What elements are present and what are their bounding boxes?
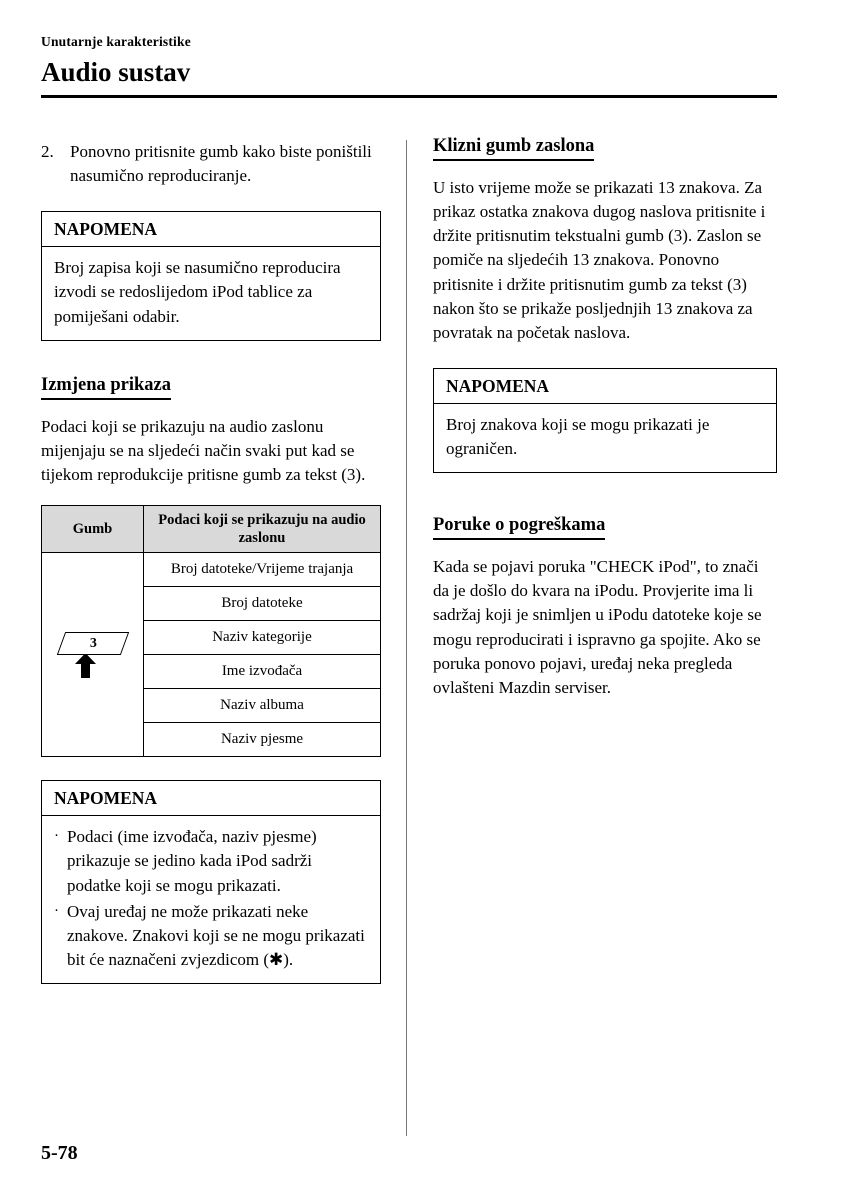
column-divider xyxy=(406,140,407,1136)
button-cell xyxy=(42,553,144,757)
step-text: Ponovno pritisnite gumb kako biste poništili nasumično reproduciranje. xyxy=(70,142,372,186)
section-heading-poruke: Poruke o pogreškama xyxy=(433,515,605,540)
note-box xyxy=(433,368,777,473)
note-title: NAPOMENA xyxy=(434,369,776,404)
up-arrow-icon xyxy=(75,653,96,678)
table-header-gumb: Gumb xyxy=(42,506,144,553)
page-header xyxy=(0,0,847,98)
note-bullet xyxy=(54,900,368,972)
note-box xyxy=(41,780,381,984)
table-cell: Naziv albuma xyxy=(144,689,381,723)
table-header-podaci: Podaci koji se prikazuju na audio zaslonu xyxy=(144,506,381,553)
page-title: Audio sustav xyxy=(41,57,191,87)
button-3-label: 3 xyxy=(89,635,96,651)
note-title: NAPOMENA xyxy=(42,781,380,816)
note-body: Broj znakova koji se mogu prikazati je ograničen. xyxy=(446,414,710,458)
bullet-marker: · xyxy=(54,902,59,919)
note-body xyxy=(42,816,380,983)
left-column xyxy=(41,136,381,984)
text-button-icon xyxy=(46,632,139,678)
header-rule xyxy=(41,95,777,98)
breadcrumb: Unutarnje karakteristike xyxy=(41,34,191,49)
note-box xyxy=(41,211,381,340)
right-column xyxy=(433,136,777,700)
numbered-step xyxy=(41,140,381,188)
content-columns xyxy=(41,136,847,1136)
section-paragraph: Podaci koji se prikazuju na audio zaslonu mijenjaju se na sljedeći način svaki put kad se tijekom reprodukcije pritisne gumb za tekst (3). xyxy=(41,416,366,484)
page-number: 5-78 xyxy=(41,1142,78,1164)
table-cell: Ime izvođača xyxy=(144,655,381,689)
note-title: NAPOMENA xyxy=(42,212,380,247)
section-paragraph: Kada se pojavi poruka "CHECK iPod", to znači da je došlo do kvara na iPodu. Provjerite ima li sadržaj koji je snimljen u iPodu datoteke koje se mogu reproducirati i ispravno ga spojite. Ako se poruka ponovo pojavi, uređaj neka pregleda ovlašteni Mazdin serviser. xyxy=(433,557,762,697)
bullet-text: Ovaj uređaj ne može prikazati neke znakove. Znakovi koji se ne mogu prikazati bit će naznačeni zvjezdicom (✱). xyxy=(67,901,365,969)
bullet-marker: · xyxy=(54,828,59,845)
table-cell: Broj datoteke xyxy=(144,587,381,621)
table-cell: Broj datoteke/Vrijeme trajanja xyxy=(144,553,381,587)
table-row xyxy=(42,553,381,587)
section-heading-klizni-gumb: Klizni gumb zaslona xyxy=(433,136,594,161)
note-bullet xyxy=(54,825,368,897)
section-heading-izmjena-prikaza: Izmjena prikaza xyxy=(41,375,171,400)
button-3-shape xyxy=(56,632,128,655)
table-cell: Naziv pjesme xyxy=(144,723,381,757)
step-number: 2. xyxy=(41,142,54,161)
table-cell: Naziv kategorije xyxy=(144,621,381,655)
note-body: Broj zapisa koji se nasumično reproducira izvodi se redoslijedom iPod tablice za pomiješani odabir. xyxy=(54,258,341,326)
display-data-table xyxy=(41,505,381,757)
section-paragraph: U isto vrijeme može se prikazati 13 znakova. Za prikaz ostatka znakova dugog naslova pritisnite i držite pritisnutim tekstualni gumb (3). Zaslon se pomiče na sljedećih 13 znakova. Ponovno pritisnite i držite pritisnutim gumb za tekst (3) nakon što se prikaže posljednjih 13 znakova za povratak na početak naslova. xyxy=(433,178,766,342)
bullet-text: Podaci (ime izvođača, naziv pjesme) prikazuje se jedino kada iPod sadrži podatke koji se mogu prikazati. xyxy=(67,827,317,895)
